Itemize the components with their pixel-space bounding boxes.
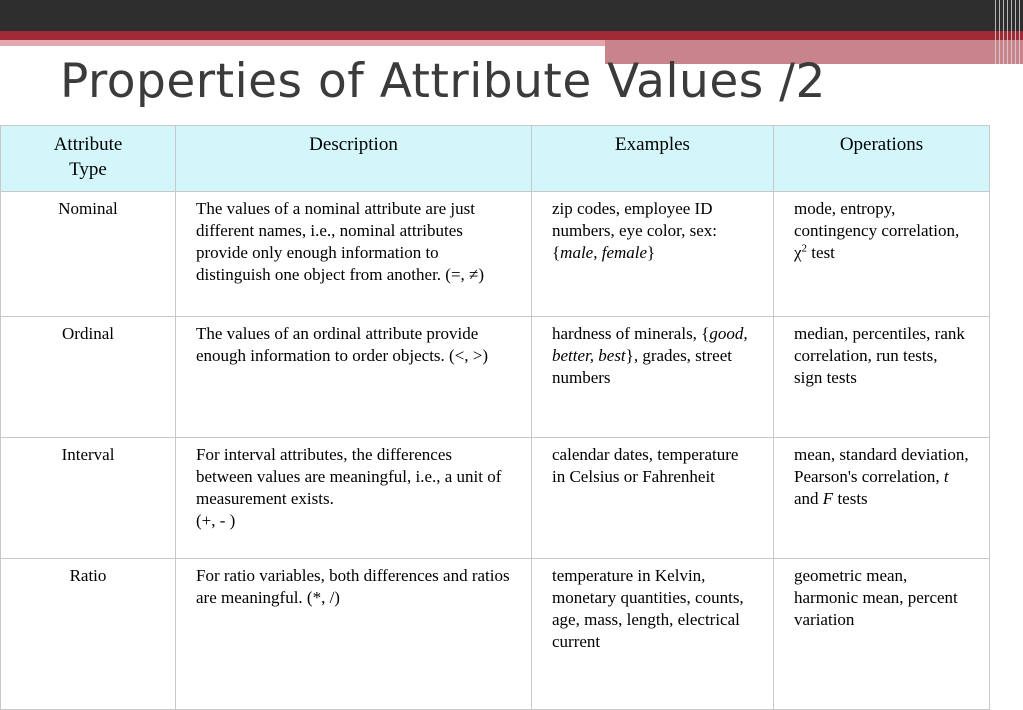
header-attribute-type: Attribute Type [1,126,176,192]
header-operations: Operations [774,126,990,192]
cell-description: For interval attributes, the differences between values are meaningful, i.e., a unit of measurement exists. (+, - ) [176,438,532,559]
cell-type: Ordinal [1,317,176,438]
slide-title: Properties of Attribute Values /2 [60,54,826,109]
cell-operations: median, percentiles, rank correlation, run tests, sign tests [774,317,990,438]
header-examples: Examples [532,126,774,192]
table-row-interval [1,438,990,559]
cell-examples: calendar dates, temperature in Celsius or Fahrenheit [532,438,774,559]
cell-examples: hardness of minerals, {good, better, best}, grades, street numbers [532,317,774,438]
cell-operations: mean, standard deviation, Pearson's correlation, t and F tests [774,438,990,559]
attribute-properties-table [0,125,990,710]
table-header-row [1,126,990,192]
table-row-ordinal [1,317,990,438]
decorative-stripes [992,0,1023,64]
cell-examples: zip codes, employee ID numbers, eye color, sex: {male, female} [532,192,774,317]
cell-operations: mode, entropy, contingency correlation, $\chi^2$ test [774,192,990,317]
cell-type: Ratio [1,559,176,710]
cell-type: Interval [1,438,176,559]
cell-examples: temperature in Kelvin, monetary quantities, counts, age, mass, length, electrical current [532,559,774,710]
table-row-nominal [1,192,990,317]
cell-description: The values of a nominal attribute are just different names, i.e., nominal attributes provide only enough information to distinguish one object from another. (=, ≠) [176,192,532,317]
cell-description: For ratio variables, both differences and ratios are meaningful. (*, /) [176,559,532,710]
top-pink-line [0,40,605,46]
table-row-ratio [1,559,990,710]
top-red-band [0,31,1023,40]
cell-operations: geometric mean, harmonic mean, percent variation [774,559,990,710]
cell-type: Nominal [1,192,176,317]
cell-description: The values of an ordinal attribute provide enough information to order objects. (<, >) [176,317,532,438]
header-description: Description [176,126,532,192]
top-dark-bar [0,0,1023,31]
